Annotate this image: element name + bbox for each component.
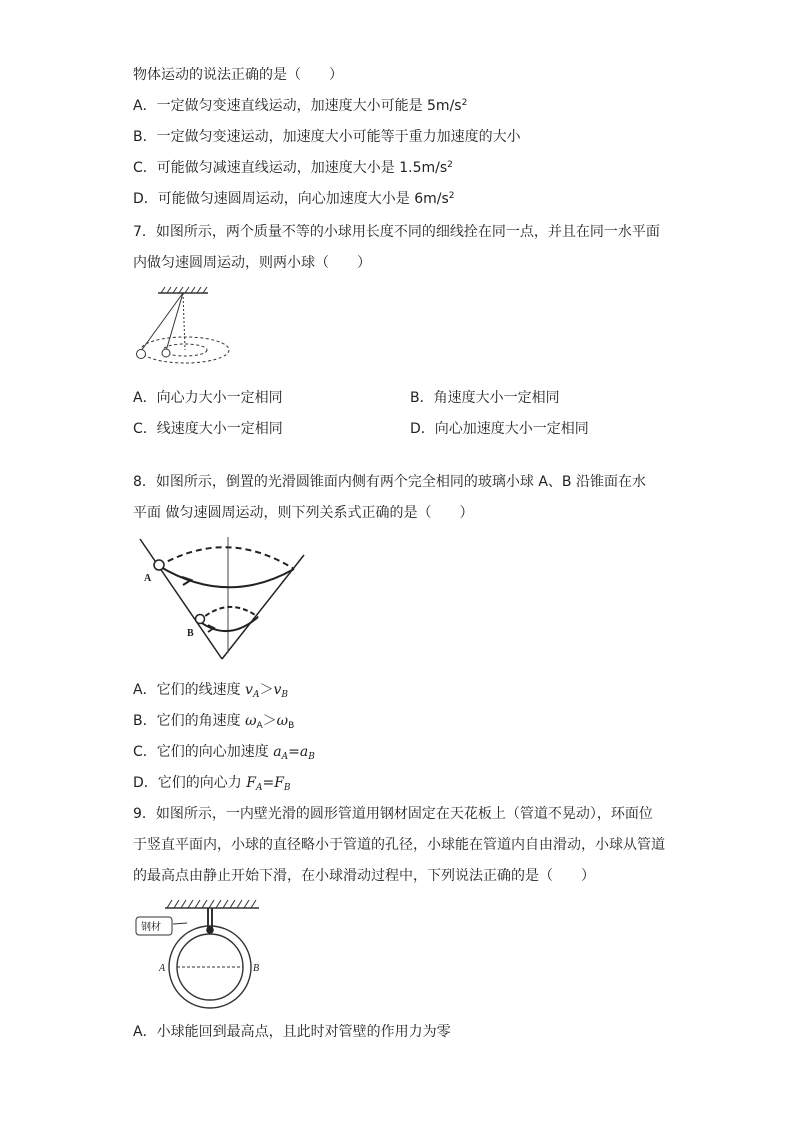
- q9-option-a: A．小球能回到最高点，且此时对管壁的作用力为零: [133, 1024, 451, 1040]
- q6-option-a: A．一定做匀变速直线运动，加速度大小可能是 $5m/s^2$: [133, 98, 468, 114]
- q7-pendulum-figure: [128, 285, 238, 365]
- q8-fig-label-b: B: [187, 628, 194, 639]
- q8-stem-line1: 8．如图所示，倒置的光滑圆锥面内侧有两个完全相同的玻璃小球 A、B 沿锥面在水: [133, 474, 646, 490]
- q8-stem-line2: 平面 做匀速圆周运动，则下列关系式正确的是（ ）: [133, 505, 474, 521]
- q7-stem-line2: 内做匀速圆周运动，则两小球（ ）: [133, 255, 371, 271]
- q9-fig-label-a: A: [159, 963, 166, 974]
- q9-fig-label-steel: 钢材: [141, 922, 161, 933]
- q7-option-c: C．线速度大小一定相同: [133, 421, 283, 437]
- q8-cone-figure: [132, 535, 312, 665]
- q6-option-b: B．一定做匀变速运动，加速度大小可能等于重力加速度的大小: [133, 129, 521, 145]
- q7-option-d: D．向心加速度大小一定相同: [410, 421, 589, 437]
- q6-option-c: C．可能做匀减速直线运动，加速度大小是 $1.5m/s^2$: [133, 160, 453, 176]
- q6-option-d: D．可能做匀速圆周运动，向心加速度大小是 $6m/s^2$: [133, 191, 455, 207]
- q7-option-a: A．向心力大小一定相同: [133, 390, 283, 406]
- q7-option-b: B．角速度大小一定相同: [410, 390, 560, 406]
- q9-stem-line3: 的最高点由静止开始下滑，在小球滑动过程中，下列说法正确的是（ ）: [133, 868, 595, 884]
- q7-stem-line1: 7．如图所示，两个质量不等的小球用长度不同的细线拴在同一点，并且在同一水平面: [133, 224, 660, 240]
- q9-stem-line2: 于竖直平面内，小球的直径略小于管道的孔径，小球能在管道内自由滑动，小球从管道: [133, 837, 665, 853]
- q9-stem-line1: 9．如图所示，一内壁光滑的圆形管道用钢材固定在天花板上（管道不晃动），环面位: [133, 806, 653, 822]
- q8-option-b: B．它们的角速度 $\omega_A>\omega_B$: [133, 713, 295, 731]
- q8-option-c: C．它们的向心加速度 $a_A=a_B$: [133, 744, 315, 762]
- q8-fig-label-a: A: [144, 573, 152, 584]
- q9-fig-label-b: B: [253, 963, 260, 974]
- q8-option-a: A．它们的线速度 $v_A>v_B$: [133, 682, 288, 700]
- q6-stem-tail: 物体运动的说法正确的是（ ）: [133, 67, 343, 83]
- q8-option-d: D．它们的向心力 $F_A=F_B$: [133, 775, 291, 793]
- q9-ring-tube-figure: [135, 895, 265, 1015]
